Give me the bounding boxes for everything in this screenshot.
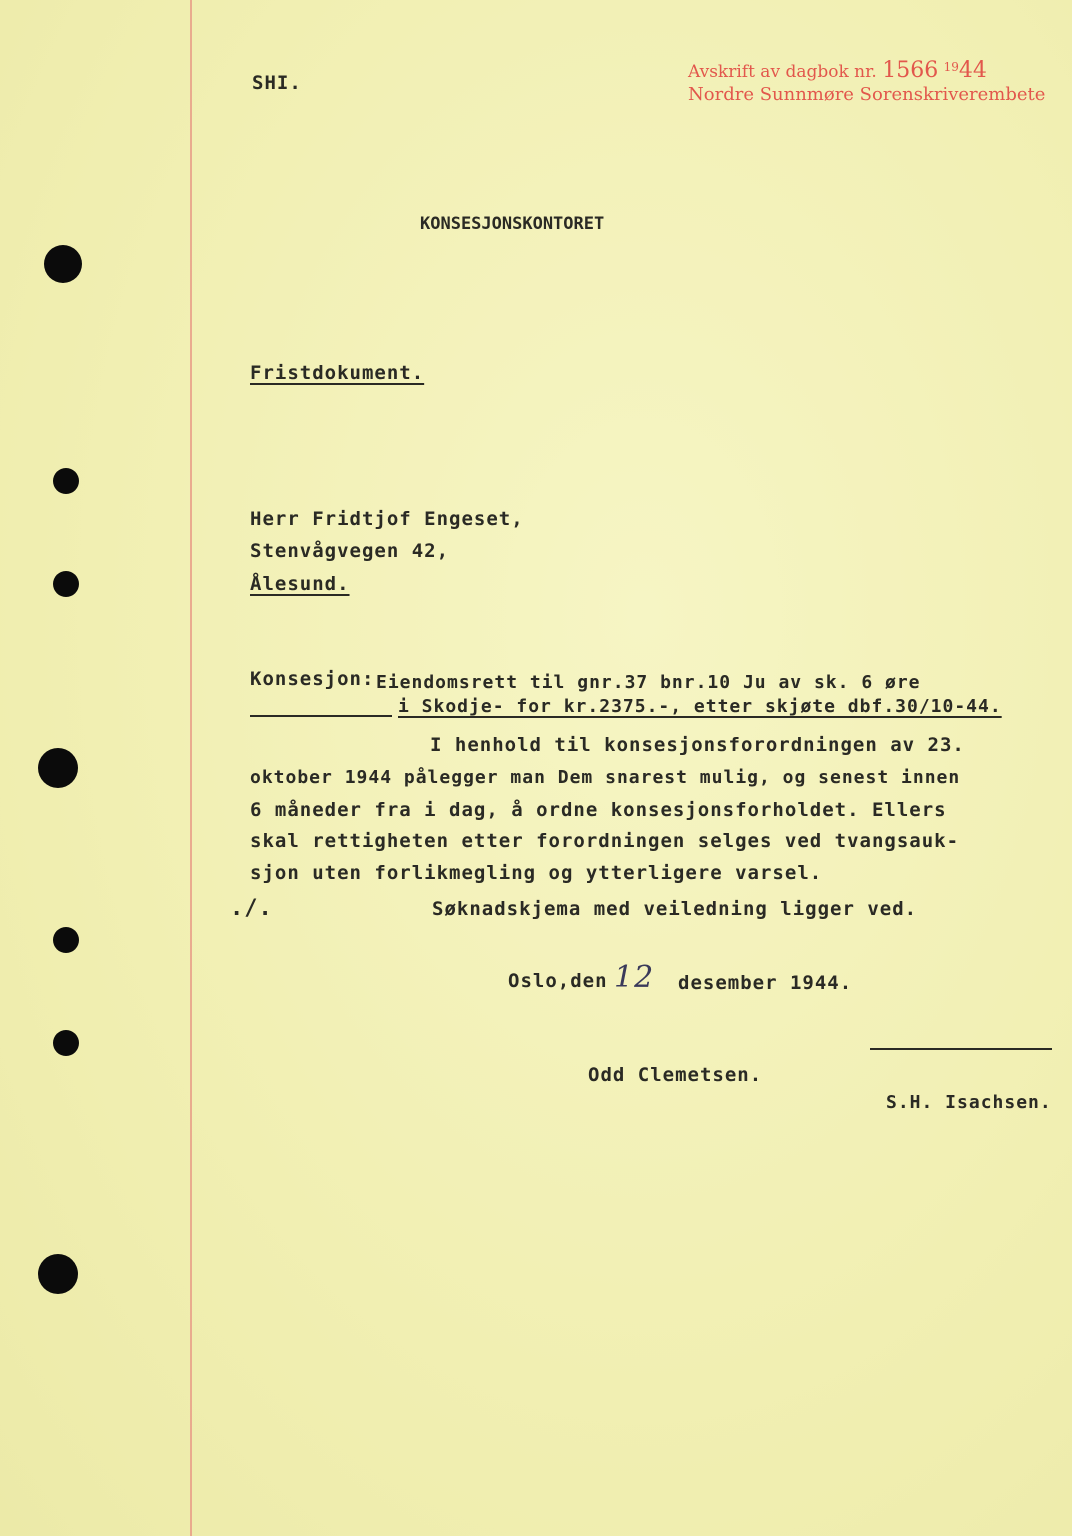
reference-code: SHI.: [252, 72, 302, 94]
body-line-2: oktober 1944 pålegger man Dem snarest mulig, og senest innen: [250, 767, 961, 788]
recipient-city: Ålesund.: [250, 573, 350, 595]
date-prefix: Oslo,den: [508, 970, 608, 992]
punch-hole: [53, 571, 79, 597]
stamp-number: 1566: [882, 58, 939, 83]
punch-hole: [53, 468, 79, 494]
punch-hole: [38, 1254, 78, 1294]
date-suffix: desember 1944.: [678, 972, 853, 994]
stamp-year-suffix: 44: [958, 58, 987, 83]
body-line-5: sjon uten forlikmegling og ytterligere varsel.: [250, 862, 823, 884]
office-heading: KONSESJONSKONTORET: [420, 214, 605, 234]
punch-hole: [53, 927, 79, 953]
enclosure-mark: ./.: [230, 896, 273, 921]
recipient-name: Herr Fridtjof Engeset,: [250, 508, 524, 530]
body-line-4: skal rettigheten etter forordningen selges ved tvangsauk-: [250, 830, 960, 852]
date-day-handwritten: 12: [614, 960, 655, 995]
subject-label: Konsesjon:: [250, 668, 375, 690]
punch-hole: [53, 1030, 79, 1056]
subject-line-2: i Skodje- for kr.2375.-, etter skjøte dbf.30/10-44.: [398, 696, 1002, 717]
stamp-prefix: Avskrift av dagbok nr.: [688, 62, 877, 82]
signature-right: S.H. Isachsen.: [886, 1092, 1052, 1113]
recipient-street: Stenvågvegen 42,: [250, 540, 450, 562]
margin-line: [190, 0, 192, 1536]
body-line-1: I henhold til konsesjonsforordningen av 23.: [430, 734, 965, 756]
signature-line: [870, 1048, 1052, 1050]
body-line-3: 6 måneder fra i dag, å ordne konsesjonsforholdet. Ellers: [250, 799, 947, 821]
registry-stamp: [688, 58, 987, 83]
enclosure-note: Søknadskjema med veiledning ligger ved.: [432, 898, 918, 920]
subject-underline: [250, 715, 392, 717]
punch-hole: [44, 245, 82, 283]
signature-left: Odd Clemetsen.: [588, 1064, 763, 1086]
subject-line-1: Eiendomsrett til gnr.37 bnr.10 Ju av sk. 6 øre: [376, 672, 921, 693]
punch-hole: [38, 748, 78, 788]
document-type: Fristdokument.: [250, 362, 425, 384]
stamp-year-prefix: 19: [943, 60, 959, 74]
registry-stamp-office: Nordre Sunnmøre Sorenskriverembete: [688, 84, 1046, 105]
